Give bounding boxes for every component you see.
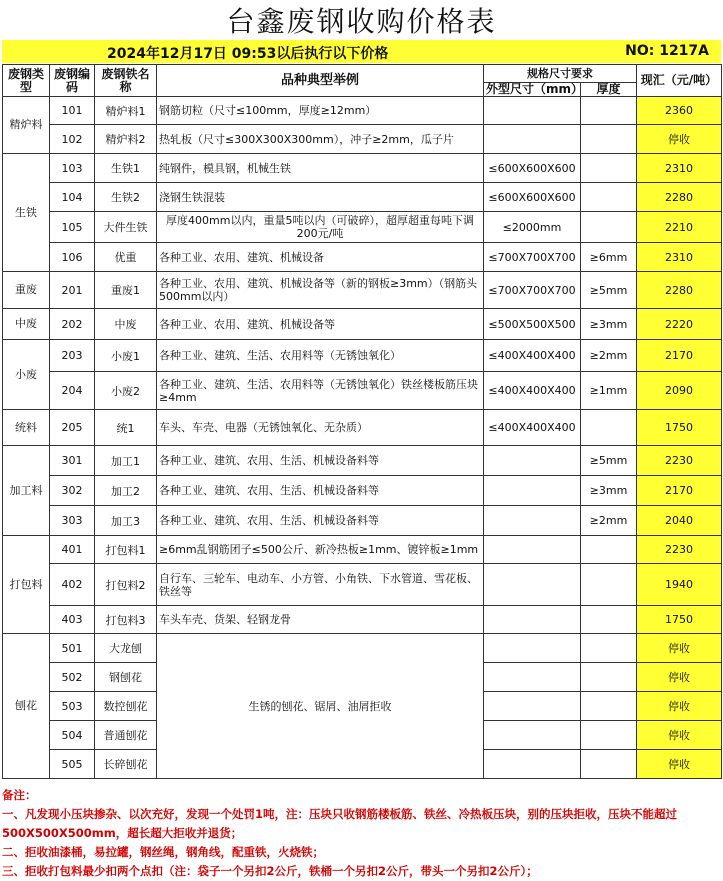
note-line: 三、拒收打包料最少扣两个点扣（注：袋子一个另扣2公斤，铁桶一个另扣2公斤，带头一个另扣2公斤）；	[2, 864, 538, 878]
effective-date-text: 2024年12月17日 09:53以后执行以下价格	[107, 46, 389, 62]
description-cell: 热轧板（尺寸≤300X300X300mm），冲子≥2mm，瓜子片	[157, 125, 484, 154]
description-cell: 各种工业、建筑、农用、生活、机械设备料等	[157, 506, 484, 536]
thickness-cell: ≥6mm	[581, 243, 637, 272]
category-cell: 生铁	[3, 154, 50, 272]
name-cell: 大件生铁	[95, 212, 157, 243]
code-cell: 502	[50, 663, 95, 692]
description-cell: 钢筋切粒（尺寸≤100mm，厚度≥12mm）	[157, 97, 484, 125]
description-cell: 各种工业、建筑、农用、生活、机械设备料等	[157, 446, 484, 476]
price-cell: 2230	[637, 446, 722, 476]
name-cell: 钢刨花	[95, 663, 157, 692]
description-cell: 各种工业、建筑、生活、农用料等（无锈蚀氧化）	[157, 340, 484, 372]
name-cell: 生铁1	[95, 154, 157, 183]
document-number: NO: 1217A	[625, 43, 709, 59]
code-cell: 103	[50, 154, 95, 183]
size-cell: ≤2000mm	[484, 212, 581, 243]
price-cell: 2210	[637, 212, 722, 243]
code-cell: 302	[50, 476, 95, 506]
code-cell: 104	[50, 183, 95, 212]
name-cell: 普通刨花	[95, 721, 157, 750]
code-cell: 505	[50, 750, 95, 779]
size-cell: ≤500X500X500	[484, 309, 581, 340]
size-cell: ≤600X600X600	[484, 183, 581, 212]
size-cell	[484, 125, 581, 154]
thickness-cell	[581, 750, 637, 779]
name-cell: 加工1	[95, 446, 157, 476]
category-cell: 重废	[3, 272, 50, 309]
size-cell	[484, 97, 581, 125]
category-cell: 小废	[3, 340, 50, 410]
header-code: 废钢编码	[50, 65, 95, 97]
category-cell: 刨花	[3, 634, 50, 779]
price-cell: 2230	[637, 536, 722, 564]
size-cell	[484, 564, 581, 606]
name-cell: 加工3	[95, 506, 157, 536]
thickness-cell: ≥5mm	[581, 272, 637, 309]
description-cell: 各种工业、农用、建筑、机械设备	[157, 243, 484, 272]
header-thickness: 厚度	[581, 83, 637, 97]
thickness-cell	[581, 606, 637, 634]
size-cell	[484, 536, 581, 564]
name-cell: 精炉料1	[95, 97, 157, 125]
name-cell: 数控刨花	[95, 692, 157, 721]
code-cell: 106	[50, 243, 95, 272]
code-cell: 402	[50, 564, 95, 606]
code-cell: 303	[50, 506, 95, 536]
price-cell: 2170	[637, 476, 722, 506]
code-cell: 501	[50, 634, 95, 663]
name-cell: 统1	[95, 410, 157, 446]
name-cell: 打包料2	[95, 564, 157, 606]
price-cell: 2090	[637, 372, 722, 410]
price-cell: 停收	[637, 692, 722, 721]
thickness-cell: ≥1mm	[581, 372, 637, 410]
price-cell: 2170	[637, 340, 722, 372]
size-cell	[484, 692, 581, 721]
notes-section	[2, 786, 721, 878]
header-name: 废钢铁名称	[95, 65, 157, 97]
price-cell: 2280	[637, 272, 722, 309]
code-cell: 105	[50, 212, 95, 243]
thickness-cell: ≥2mm	[581, 340, 637, 372]
thickness-cell	[581, 97, 637, 125]
description-cell: 浇钢生铁混装	[157, 183, 484, 212]
size-cell	[484, 446, 581, 476]
name-cell: 大龙刨	[95, 634, 157, 663]
price-table	[2, 64, 722, 779]
category-cell: 统料	[3, 410, 50, 446]
name-cell: 小废1	[95, 340, 157, 372]
thickness-cell	[581, 154, 637, 183]
size-cell: ≤700X700X700	[484, 272, 581, 309]
code-cell: 203	[50, 340, 95, 372]
name-cell: 加工2	[95, 476, 157, 506]
note-line: 一、凡发现小压块掺杂、以次充好，发现一个处罚1吨，注：压块只收钢筋楼板筋、铁丝、冷热板压块，别的压块拒收，压块不能超过500X500X500mm，超长超大拒收并退货；	[2, 807, 677, 840]
thickness-cell	[581, 692, 637, 721]
price-cell: 2310	[637, 243, 722, 272]
description-cell: 自行车、三轮车、电动车、小方管、小角铁、下水管道、雪花板、铁丝等	[157, 564, 484, 606]
size-cell	[484, 750, 581, 779]
header-example: 品种典型举例	[157, 65, 484, 97]
name-cell: 中废	[95, 309, 157, 340]
thickness-cell	[581, 564, 637, 606]
code-cell: 201	[50, 272, 95, 309]
thickness-cell	[581, 634, 637, 663]
description-cell: 厚度400mm以内，重量5吨以内（可破碎），超厚超重每吨下调200元/吨	[157, 212, 484, 243]
description-cell: ≥6mm乱钢筋团子≤500公斤、新冷热板≥1mm、镀锌板≥1mm	[157, 536, 484, 564]
thickness-cell	[581, 410, 637, 446]
thickness-cell: ≥2mm	[581, 506, 637, 536]
price-cell: 2310	[637, 154, 722, 183]
name-cell: 优重	[95, 243, 157, 272]
name-cell: 重废1	[95, 272, 157, 309]
header-outer-size: 外型尺寸（mm）	[484, 83, 581, 97]
description-cell: 各种工业、农用、建筑、机械设备等（新的钢板≥3mm）（钢筋头500mm以内）	[157, 272, 484, 309]
thickness-cell: ≥5mm	[581, 446, 637, 476]
description-cell: 各种工业、农用、建筑、机械设备等	[157, 309, 484, 340]
thickness-cell: ≥3mm	[581, 309, 637, 340]
thickness-cell	[581, 721, 637, 750]
price-cell: 停收	[637, 750, 722, 779]
description-cell: 纯钢件，模具钢，机械生铁	[157, 154, 484, 183]
price-cell: 1940	[637, 564, 722, 606]
category-cell: 加工料	[3, 446, 50, 536]
notes-label: 备注：	[2, 788, 37, 802]
price-cell: 2040	[637, 506, 722, 536]
price-cell: 1750	[637, 606, 722, 634]
code-cell: 403	[50, 606, 95, 634]
size-cell: ≤400X400X400	[484, 410, 581, 446]
thickness-cell	[581, 536, 637, 564]
name-cell: 打包料1	[95, 536, 157, 564]
code-cell: 503	[50, 692, 95, 721]
price-cell: 2360	[637, 97, 722, 125]
thickness-cell	[581, 125, 637, 154]
code-cell: 504	[50, 721, 95, 750]
code-cell: 401	[50, 536, 95, 564]
size-cell	[484, 506, 581, 536]
name-cell: 精炉料2	[95, 125, 157, 154]
size-cell	[484, 634, 581, 663]
description-cell: 各种工业、建筑、农用、生活、机械设备料等	[157, 476, 484, 506]
header-spec: 规格尺寸要求	[484, 65, 637, 83]
thickness-cell	[581, 212, 637, 243]
name-cell: 生铁2	[95, 183, 157, 212]
size-cell	[484, 663, 581, 692]
price-cell: 2280	[637, 183, 722, 212]
code-cell: 205	[50, 410, 95, 446]
code-cell: 204	[50, 372, 95, 410]
effective-date-banner	[2, 40, 721, 63]
page-title: 台鑫废钢收购价格表	[226, 5, 497, 38]
header-type: 废钢类型	[3, 65, 50, 97]
description-cell: 车头车壳、货架、轻钢龙骨	[157, 606, 484, 634]
name-cell: 小废2	[95, 372, 157, 410]
price-cell: 1750	[637, 410, 722, 446]
size-cell	[484, 606, 581, 634]
name-cell: 打包料3	[95, 606, 157, 634]
code-cell: 301	[50, 446, 95, 476]
thickness-cell	[581, 663, 637, 692]
price-cell: 2220	[637, 309, 722, 340]
description-cell: 生锈的刨花、锯屑、油屑拒收	[157, 634, 484, 779]
code-cell: 101	[50, 97, 95, 125]
thickness-cell: ≥3mm	[581, 476, 637, 506]
description-cell: 车头、车壳、电器（无锈蚀氧化、无杂质）	[157, 410, 484, 446]
size-cell: ≤400X400X400	[484, 340, 581, 372]
name-cell: 长碎刨花	[95, 750, 157, 779]
note-line: 二、拒收油漆桶，易拉罐，钢丝绳，钢角线，配重铁，火烧铁；	[2, 845, 324, 859]
category-cell: 中废	[3, 309, 50, 340]
price-cell: 停收	[637, 634, 722, 663]
code-cell: 102	[50, 125, 95, 154]
thickness-cell	[581, 183, 637, 212]
size-cell	[484, 476, 581, 506]
price-cell: 停收	[637, 721, 722, 750]
size-cell: ≤400X400X400	[484, 372, 581, 410]
description-cell: 各种工业、建筑、生活、农用料等（无锈蚀氧化）铁丝楼板筋压块≥4mm	[157, 372, 484, 410]
price-cell: 停收	[637, 663, 722, 692]
category-cell: 打包料	[3, 536, 50, 634]
price-cell: 停收	[637, 125, 722, 154]
size-cell	[484, 721, 581, 750]
header-price: 现汇（元/吨）	[637, 65, 722, 97]
category-cell: 精炉料	[3, 97, 50, 154]
code-cell: 202	[50, 309, 95, 340]
size-cell: ≤700X700X700	[484, 243, 581, 272]
size-cell: ≤600X600X600	[484, 154, 581, 183]
